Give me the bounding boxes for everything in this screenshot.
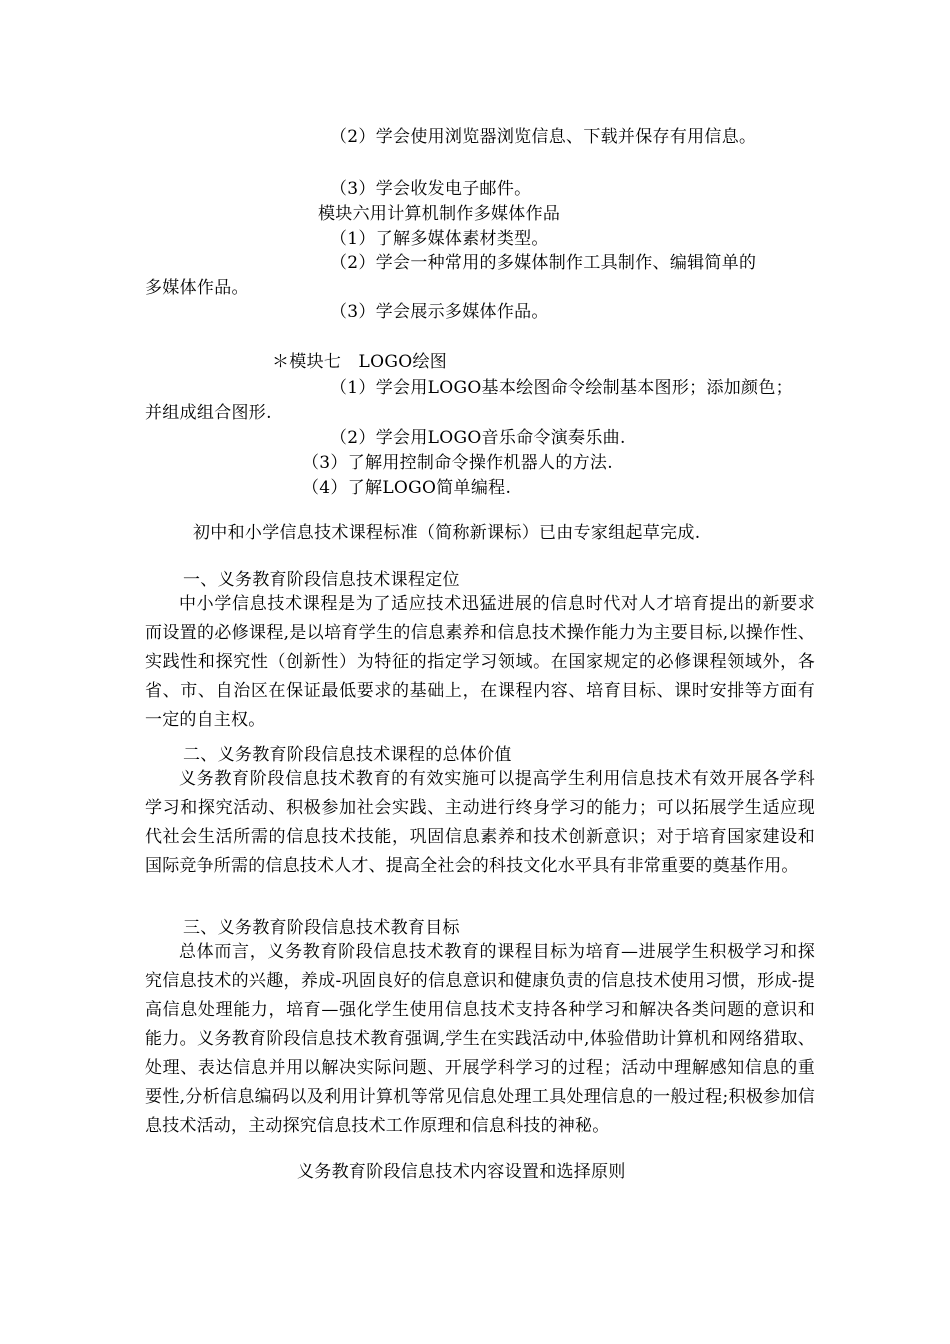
module5-item-2: （2）学会使用浏览器浏览信息、下载并保存有用信息。 (330, 127, 757, 147)
section-2-body: 义务教育阶段信息技术教育的有效实施可以提高学生利用信息技术有效开展各学科学习和探究活动、积极参加社会实践、主动进行终身学习的能力；可以拓展学生适应现代社会生活所需的信息技术技能，巩固信息素养和技术创新意识；对于培育国家建设和国际竞争所需的信息技术人才、提高全社会的科技文化水平具有非常重要的奠基作用。 (145, 769, 815, 876)
module7-item-1-line-2: 并组成组合图形. (145, 403, 272, 423)
section-3-body: 总体而言，义务教育阶段信息技术教育的课程目标为培育—进展学生积极学习和探究信息技术的兴趣，养成-巩固良好的信息意识和健康负责的信息技术使用习惯，形成-提高信息处理能力，培育—强化学生使用信息技术支持各种学习和解决各类问题的意识和能力。义务教育阶段信息技术教育强调,学生在实践活动中,体验借助计算机和网络猎取、处理、表达信息并用以解决实际问题、开展学科学习的过程；活动中理解感知信息的重要性,分析信息编码以及利用计算机等常见信息处理工具处理信息的一般过程;积极参加信息技术活动，主动探究信息技术工作原理和信息科技的神秘。 (145, 942, 815, 1136)
module6-item-2-line-2: 多媒体作品。 (145, 278, 249, 298)
module7-item-3: （3）了解用控制命令操作机器人的方法. (302, 453, 613, 473)
module6-item-3: （3）学会展示多媒体作品。 (330, 302, 549, 322)
module6-item-2-line-1: （2）学会一种常用的多媒体制作工具制作、编辑简单的 (330, 253, 757, 273)
module6-title: 模块六用计算机制作多媒体作品 (318, 204, 561, 224)
module7-item-1-line-1: （1）学会用LOGO基本绘图命令绘制基本图形；添加颜色； (330, 378, 793, 398)
section-1-body: 中小学信息技术课程是为了适应技术迅猛进展的信息时代对人才培育提出的新要求而设置的必修课程,是以培育学生的信息素养和信息技术操作能力为主要目标,以操作性、实践性和探究性（创新性）为特征的指定学习领域。在国家规定的必修课程领域外，各省、市、自治区在保证最低要求的基础上，在课程内容、培育目标、课时安排等方面有一定的自主权。 (145, 594, 815, 730)
content-principles-heading: 义务教育阶段信息技术内容设置和选择原则 (297, 1162, 626, 1182)
section-2-heading: 二、义务教育阶段信息技术课程的总体价值 (183, 745, 512, 765)
section-3-heading: 三、义务教育阶段信息技术教育目标 (183, 918, 460, 938)
module6-item-1: （1）了解多媒体素材类型。 (330, 229, 549, 249)
intro-line: 初中和小学信息技术课程标准（简称新课标）已由专家组起草完成. (193, 523, 701, 543)
module7-item-2: （2）学会用LOGO音乐命令演奏乐曲. (330, 428, 626, 448)
module7-title: ＊模块七 LOGO绘图 (272, 352, 448, 372)
module7-item-4: （4）了解LOGO简单编程. (302, 478, 512, 498)
module5-item-3: （3）学会收发电子邮件。 (330, 179, 532, 199)
section-1-heading: 一、义务教育阶段信息技术课程定位 (183, 570, 460, 590)
